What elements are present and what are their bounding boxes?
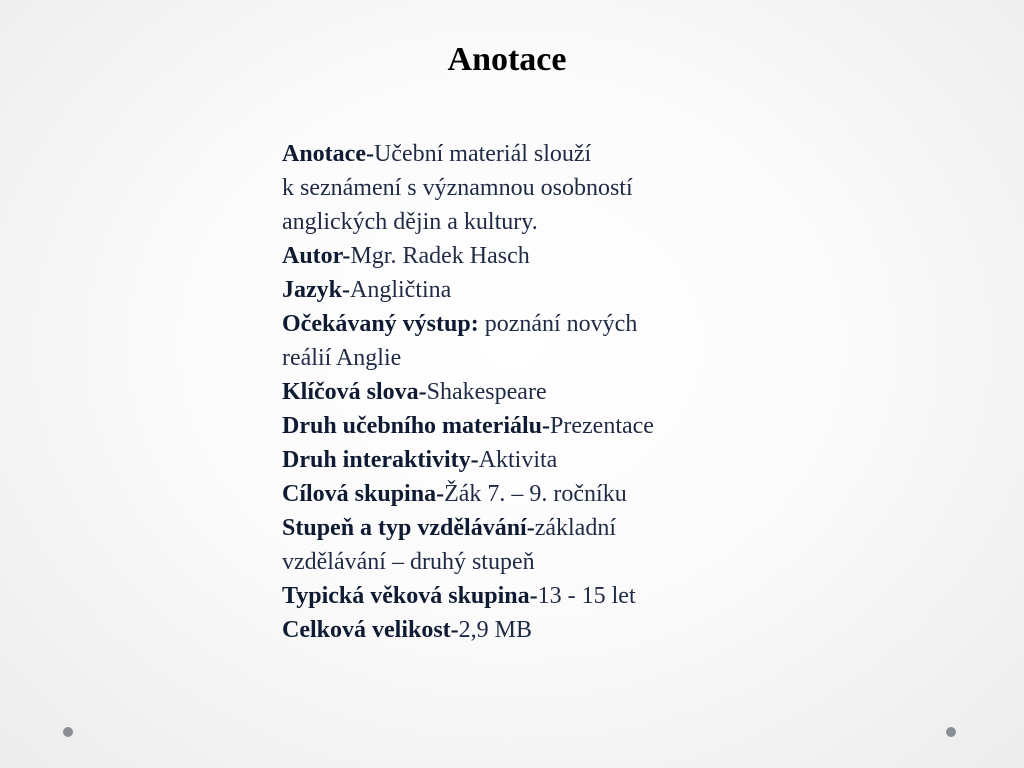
item-label: Jazyk-	[282, 277, 350, 303]
annotation-content	[282, 137, 782, 647]
annotation-item	[282, 239, 782, 273]
item-value: Žák 7. – 9. ročníku	[444, 481, 627, 507]
item-value: Učební materiál slouží	[373, 141, 592, 167]
annotation-item	[282, 307, 782, 375]
item-value: Mgr. Radek Hasch	[350, 243, 530, 269]
item-value: Aktivita	[478, 447, 558, 473]
item-value: 2,9 MB	[458, 617, 533, 643]
item-label: Celková velikost-	[282, 617, 459, 643]
item-label: Klíčová slova-	[282, 379, 427, 405]
item-value: vzdělávání – druhý stupeň	[282, 549, 535, 575]
item-value: reálií Anglie	[282, 345, 402, 371]
annotation-item	[282, 375, 782, 409]
decorative-dot-icon	[63, 727, 73, 737]
slide-title: Anotace	[447, 41, 567, 78]
annotation-item	[282, 477, 782, 511]
annotation-item	[282, 511, 782, 579]
item-value: anglických dějin a kultury.	[282, 209, 538, 235]
item-value: poznání nových	[484, 311, 638, 337]
item-label: Typická věková skupina-	[282, 583, 538, 609]
item-label: Očekávaný výstup:	[282, 311, 485, 337]
item-label: Cílová skupina-	[282, 481, 445, 507]
annotation-item	[282, 409, 782, 443]
item-label: Stupeň a typ vzdělávání-	[282, 515, 535, 541]
item-value: základní	[534, 515, 616, 541]
item-value: Angličtina	[350, 277, 452, 303]
item-value: Shakespeare	[426, 379, 547, 405]
annotation-item	[282, 137, 782, 239]
item-value: k seznámení s významnou osobností	[282, 175, 633, 201]
decorative-dot-icon	[946, 727, 956, 737]
item-value: 13 - 15 let	[537, 583, 636, 609]
item-label: Druh učebního materiálu-	[282, 413, 551, 439]
annotation-item	[282, 613, 782, 647]
annotation-item	[282, 579, 782, 613]
item-label: Autor-	[282, 243, 351, 269]
item-value: Prezentace	[550, 413, 654, 439]
item-label: Druh interaktivity-	[282, 447, 479, 473]
annotation-item	[282, 273, 782, 307]
annotation-item	[282, 443, 782, 477]
item-label: Anotace-	[282, 141, 374, 167]
